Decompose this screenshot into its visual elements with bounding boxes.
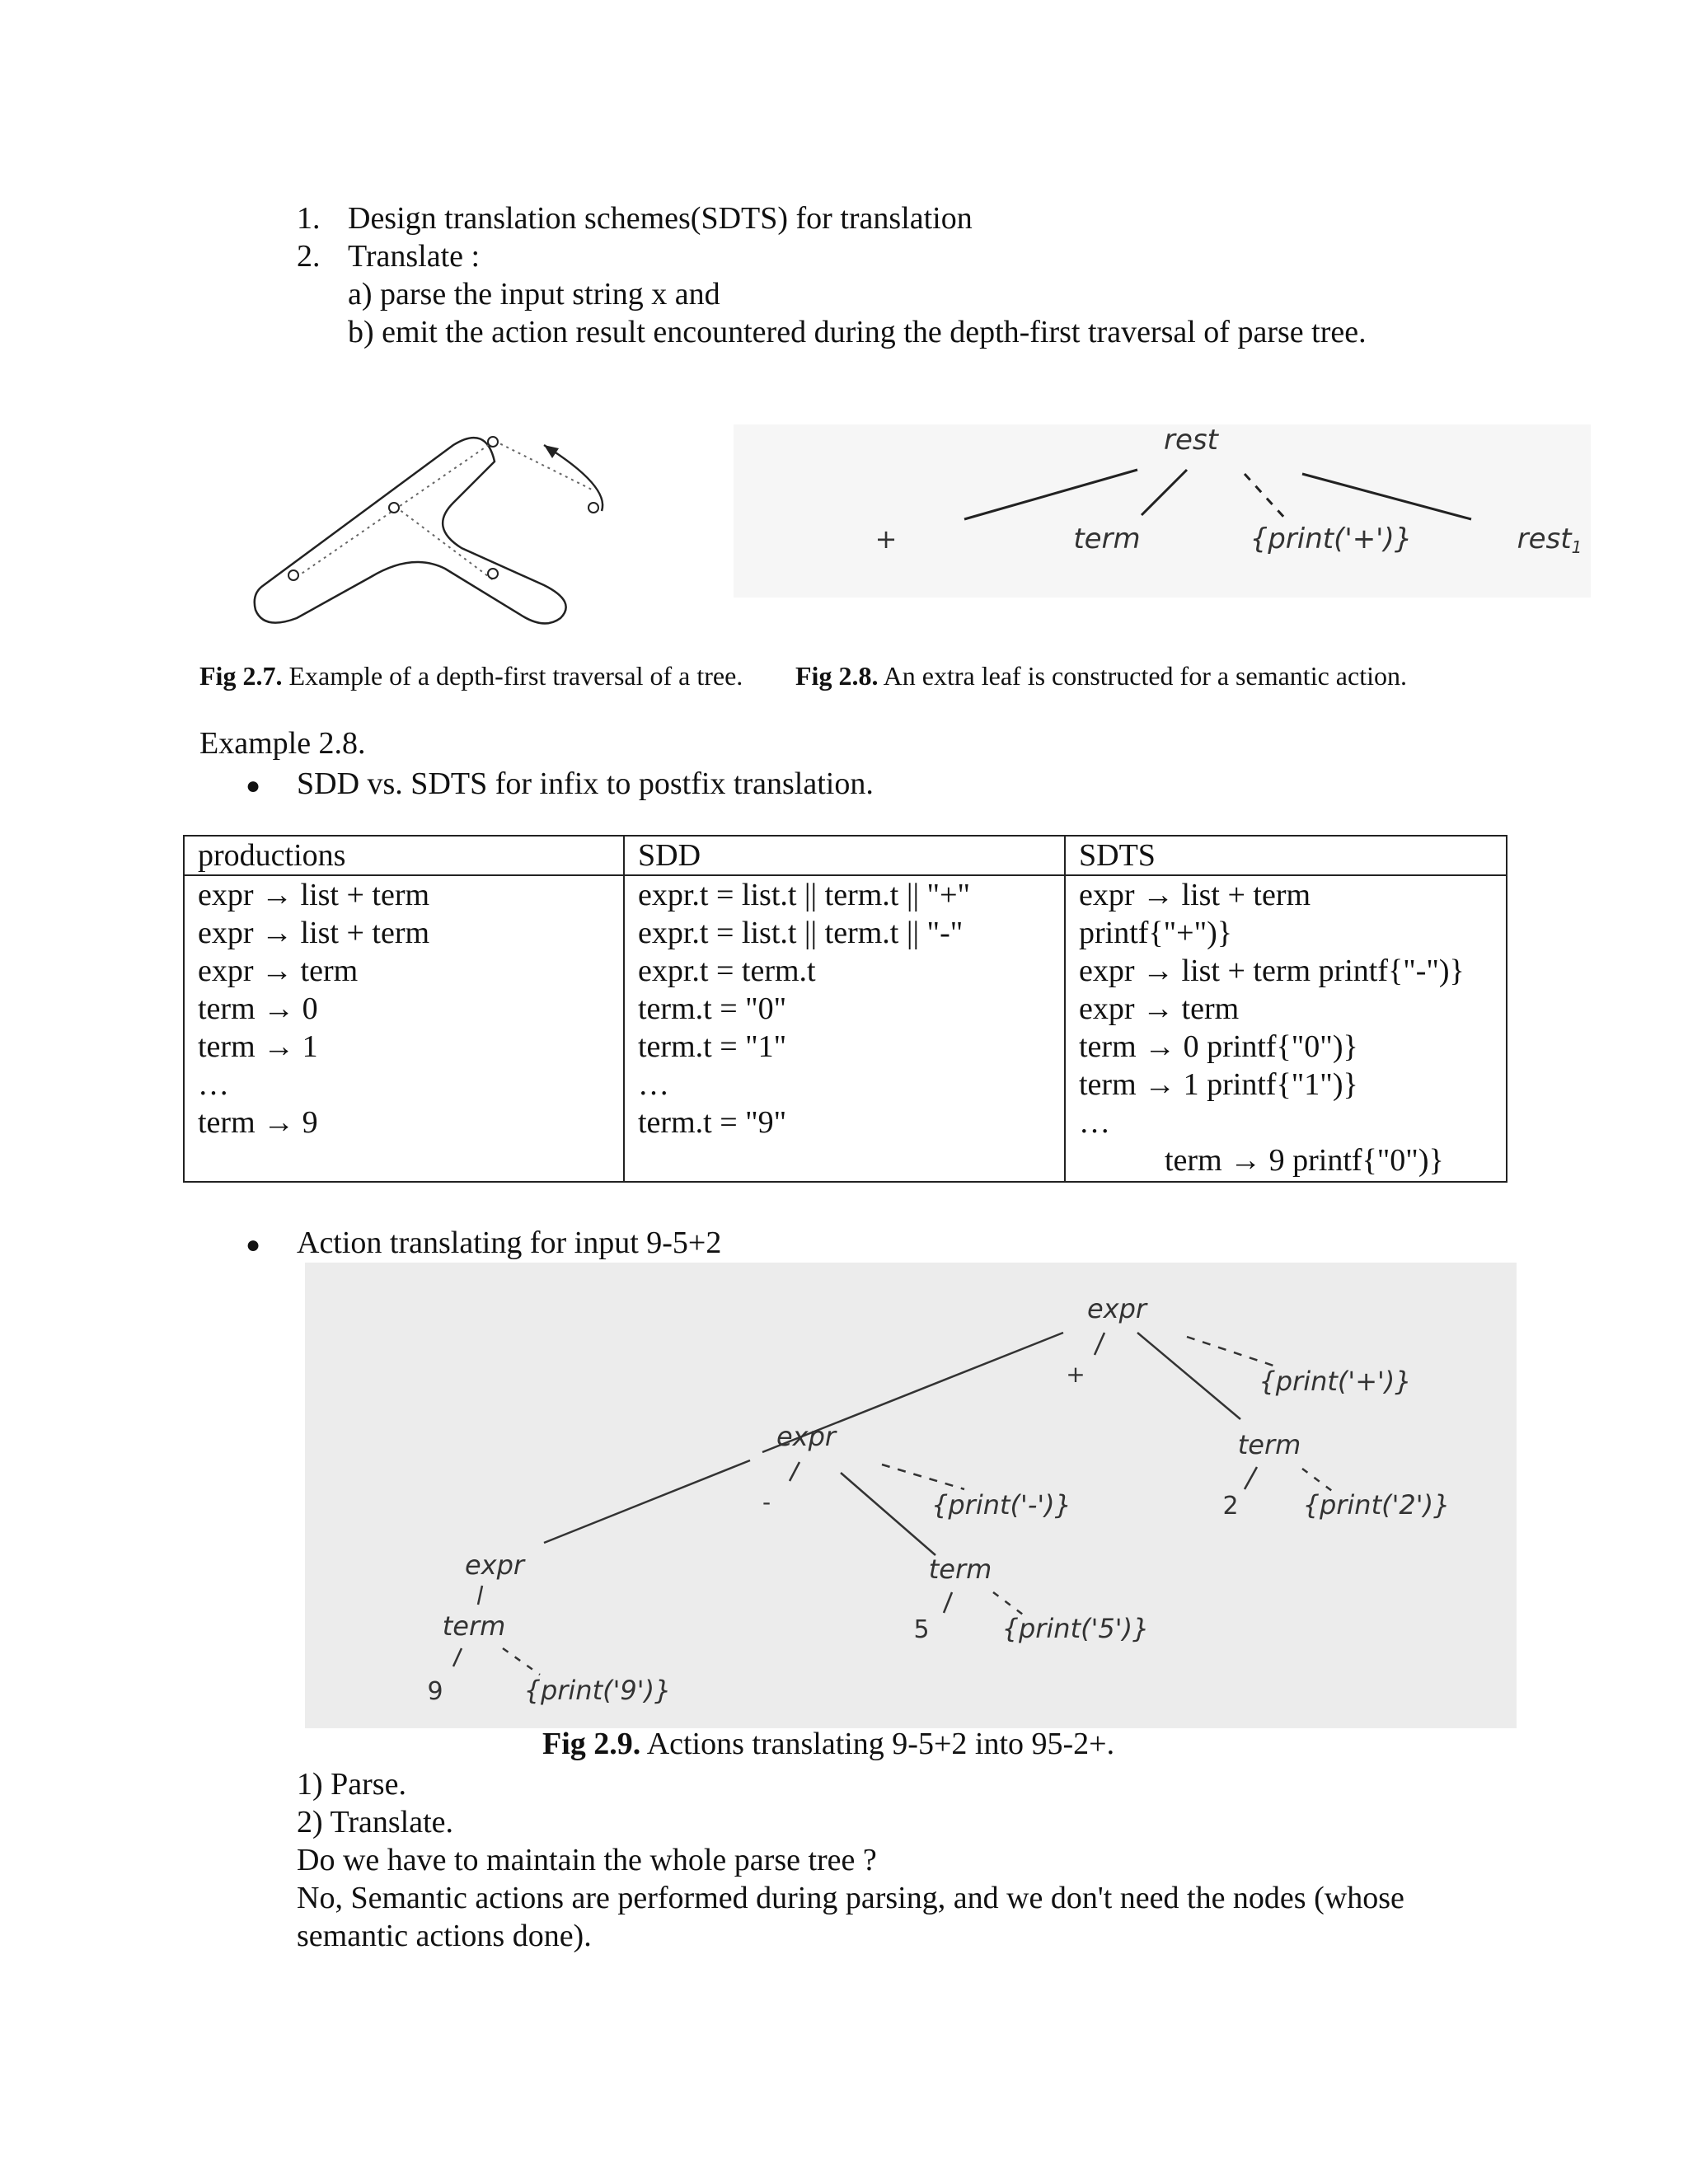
sdts-rule-line: … — [1079, 1105, 1110, 1140]
sdd-cell — [624, 875, 1065, 1182]
fig27-caption-text: Example of a depth-first traversal of a tree. — [288, 661, 743, 691]
fig29-expr-mid: expr — [776, 1421, 837, 1452]
node-root — [488, 437, 498, 447]
fig29-print-nine: {print('9')} — [523, 1675, 672, 1706]
action-bullet-marker: ● — [246, 1231, 261, 1258]
table-body-row — [184, 875, 1507, 1182]
intro-item-1-text: Design translation schemes(SDTS) for translation — [348, 201, 973, 236]
fig29-caption — [542, 1725, 1114, 1763]
production-line: … — [198, 1067, 229, 1102]
sdd-rule-line: … — [638, 1067, 669, 1102]
fig29-term-right-edge — [1245, 1467, 1257, 1489]
fig29-term-low-dashed — [503, 1648, 540, 1675]
sdts-cell — [1065, 875, 1507, 1182]
intro-item-1-number: 1. — [297, 201, 321, 236]
fig29-five: 5 — [913, 1615, 930, 1644]
fig28-leaf-diagram — [824, 424, 1599, 573]
intro-item-2b: b) emit the action result encountered during the depth-first traversal of parse tree. — [348, 315, 1367, 349]
sdd-rule-line: term.t = "1" — [638, 1029, 787, 1064]
intro-item-2 — [297, 237, 480, 275]
fig28-caption-label: Fig 2.8. — [795, 661, 879, 691]
node-left-leaf — [288, 570, 298, 580]
node-right — [588, 503, 598, 513]
fig28-edge-dashed — [1245, 474, 1286, 519]
production-line: term → 9 — [198, 1105, 318, 1140]
example-title: Example 2.8. — [199, 726, 366, 761]
production-line: term → 1 — [198, 1029, 318, 1064]
sdts-rule-line: expr → list + term — [1079, 878, 1311, 912]
node-middle — [389, 503, 399, 513]
fig29-expr-top: expr — [1086, 1293, 1147, 1324]
fig27-caption-label: Fig 2.7. — [199, 661, 283, 691]
fig29-term-low: term — [442, 1610, 506, 1642]
header-productions: productions — [184, 836, 624, 875]
sdts-rule-line: term → 9 printf{"0")} — [1165, 1143, 1444, 1178]
production-line: expr → term — [198, 954, 359, 988]
sdd-rule-line: expr.t = list.t || term.t || "+" — [638, 878, 971, 912]
table-header-row — [184, 836, 1507, 875]
fig29-parse-tree — [305, 1263, 1517, 1728]
sdts-rule-line: expr → list + term printf{"-")} — [1079, 954, 1465, 988]
production-line: expr → list + term — [198, 878, 430, 912]
sdts-rule-line: expr → term — [1079, 991, 1240, 1026]
fig29-print-two: {print('2')} — [1302, 1489, 1451, 1521]
fig28-rest1-name: rest — [1517, 523, 1572, 555]
traversal-tree-edges — [297, 441, 593, 581]
header-sdts: SDTS — [1065, 836, 1507, 875]
fig28-rest1-subscript: 1 — [1571, 537, 1582, 557]
fig27-caption — [199, 661, 743, 691]
example-bullet-text: SDD vs. SDTS for infix to postfix translation. — [297, 766, 874, 801]
fig28-plus-label: + — [874, 523, 898, 555]
fig29-two: 2 — [1222, 1492, 1239, 1521]
fig29-mid-dashed — [882, 1465, 964, 1489]
fig29-term-right: term — [1237, 1429, 1301, 1460]
fig28-caption-text: An extra leaf is constructed for a semantic action. — [883, 661, 1407, 691]
fig28-rest1-label — [1517, 523, 1582, 557]
question-text: Do we have to maintain the whole parse tree ? — [297, 1843, 877, 1877]
step-translate: 2) Translate. — [297, 1805, 453, 1840]
fig29-expr-low: expr — [464, 1549, 525, 1581]
sdd-rule-line: term.t = "0" — [638, 991, 787, 1026]
sdts-rule-line: printf{"+")} — [1079, 916, 1233, 950]
productions-cell — [184, 875, 624, 1182]
sdd-sdts-table — [183, 835, 1507, 1183]
fig29-term-mid: term — [928, 1554, 992, 1585]
fig29-nine: 9 — [427, 1677, 443, 1706]
sdts-rule-line: term → 0 printf{"0")} — [1079, 1029, 1358, 1064]
fig29-print-five: {print('5')} — [1001, 1613, 1150, 1644]
fig28-edges-solid — [964, 470, 1471, 519]
intro-item-1 — [297, 199, 973, 237]
answer-line-1: No, Semantic actions are performed during parsing, and we don't need the nodes (whose — [297, 1881, 1404, 1915]
traversal-arrowhead — [544, 445, 559, 458]
fig27-traversal-diagram — [247, 420, 659, 626]
production-line: term → 0 — [198, 991, 318, 1026]
fig29-print-minus: {print('-')} — [931, 1489, 1072, 1521]
step-parse: 1) Parse. — [297, 1767, 406, 1802]
sdd-rule-line: expr.t = term.t — [638, 954, 816, 988]
fig28-root-label: rest — [1164, 424, 1218, 457]
fig29-mid-edges — [544, 1460, 935, 1555]
fig29-term-low-edge — [453, 1648, 462, 1666]
fig29-plus: + — [1066, 1361, 1085, 1388]
fig28-term-label: term — [1073, 523, 1141, 555]
header-sdd: SDD — [624, 836, 1065, 875]
node-right-leaf — [488, 569, 498, 579]
example-bullet-marker: ● — [246, 772, 261, 799]
intro-item-2-text: Translate : — [348, 239, 481, 274]
fig28-action-label: {print('+')} — [1250, 523, 1413, 555]
fig29-top-dashed — [1187, 1337, 1273, 1366]
sdd-rule-line: expr.t = list.t || term.t || "-" — [638, 916, 964, 950]
fig28-caption — [795, 661, 1407, 691]
traversal-outline — [255, 438, 566, 623]
action-bullet-text: Action translating for input 9-5+2 — [297, 1226, 722, 1260]
sdts-rule-line: term → 1 printf{"1")} — [1079, 1067, 1358, 1102]
fig29-print-plus: {print('+')} — [1259, 1366, 1412, 1397]
answer-line-2: semantic actions done). — [297, 1919, 592, 1953]
fig29-caption-label: Fig 2.9. — [542, 1727, 641, 1761]
intro-item-2-number: 2. — [297, 239, 321, 274]
fig29-term-mid-edge — [944, 1592, 952, 1613]
fig29-minus: - — [762, 1488, 771, 1516]
sdd-rule-line: term.t = "9" — [638, 1105, 787, 1140]
fig29-caption-text: Actions translating 9-5+2 into 95-2+. — [646, 1727, 1115, 1761]
fig29-expr-low-edge — [478, 1586, 482, 1605]
intro-item-2a: a) parse the input string x and — [348, 277, 720, 312]
production-line: expr → list + term — [198, 916, 430, 950]
